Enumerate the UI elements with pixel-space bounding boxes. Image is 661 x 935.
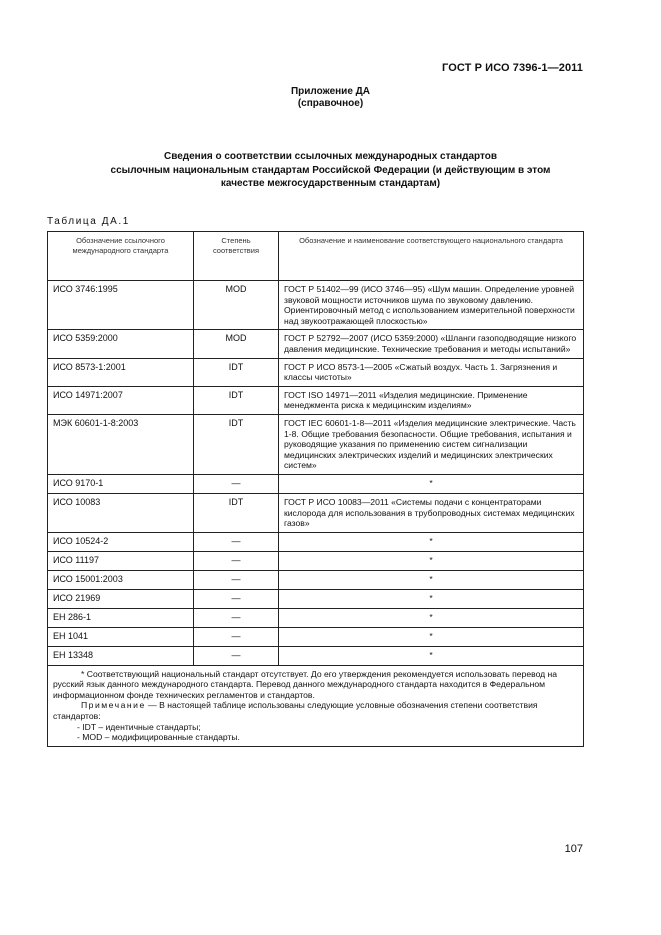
national-standard-cell: * [279, 608, 584, 627]
international-standard-cell: ЕН 286-1 [48, 608, 194, 627]
national-standard-cell: ГОСТ Р 52792—2007 (ИСО 5359:2000) «Шланги газоподводящие низкого давления медицинские. Технические требования и методы испытаний» [279, 330, 584, 358]
national-standard-cell: ГОСТ IEC 60601-1-8—2011 «Изделия медицинские электрические. Часть 1-8. Общие требования безопасности. Общие требования, испытания и руководящие указания по применению систем сигнализации медицинских электрических изделий и медицинских электрических систем» [279, 414, 584, 474]
column-header-degree: Степень соответствия [194, 232, 279, 281]
national-standard-cell: ГОСТ Р ИСО 10083—2011 «Системы подачи с концентраторами кислорода для использования в трубопроводных системах медицинских газов» [279, 493, 584, 532]
international-standard-cell: МЭК 60601-1-8:2003 [48, 414, 194, 474]
document-id: ГОСТ Р ИСО 7396-1—2011 [442, 62, 583, 74]
international-standard-cell: ЕН 1041 [48, 627, 194, 646]
table-footnote-row [48, 665, 584, 746]
footnote-note [53, 700, 578, 721]
degree-cell: IDT [194, 386, 279, 414]
heading-line: Сведения о соответствии ссылочных международных стандартов [163, 151, 498, 162]
international-standard-cell: ИСО 10083 [48, 493, 194, 532]
degree-cell: MOD [194, 330, 279, 358]
appendix-title: Приложение ДА [290, 86, 371, 97]
note-text: — В настоящей таблице использованы следующие условные обозначения степени соответствия стандартов: [53, 700, 538, 722]
table-row [48, 330, 584, 358]
international-standard-cell: ЕН 13348 [48, 646, 194, 665]
international-standard-cell: ИСО 9170-1 [48, 474, 194, 493]
national-standard-cell: * [279, 589, 584, 608]
table-row [48, 358, 584, 386]
appendix-block [0, 86, 661, 110]
international-standard-cell: ИСО 8573-1:2001 [48, 358, 194, 386]
international-standard-cell: ИСО 5359:2000 [48, 330, 194, 358]
heading-line: качестве межгосударственным стандартам) [220, 178, 441, 189]
table-row [48, 589, 584, 608]
degree-cell: IDT [194, 493, 279, 532]
degree-cell: — [194, 589, 279, 608]
table-row [48, 646, 584, 665]
international-standard-cell: ИСО 14971:2007 [48, 386, 194, 414]
degree-cell: IDT [194, 414, 279, 474]
degree-cell: — [194, 646, 279, 665]
section-heading [0, 150, 661, 191]
degree-cell: — [194, 551, 279, 570]
international-standard-cell: ИСО 15001:2003 [48, 570, 194, 589]
international-standard-cell: ИСО 3746:1995 [48, 281, 194, 330]
table-row [48, 281, 584, 330]
degree-cell: — [194, 570, 279, 589]
table-row [48, 627, 584, 646]
footnote-list-item: - IDT – идентичные стандарты; [77, 721, 201, 732]
national-standard-cell: * [279, 532, 584, 551]
international-standard-cell: ИСО 21969 [48, 589, 194, 608]
degree-cell: — [194, 474, 279, 493]
heading-line: ссылочным национальным стандартам Российской Федерации (и действующим в этом [110, 164, 551, 176]
degree-cell: MOD [194, 281, 279, 330]
international-standard-cell: ИСО 11197 [48, 551, 194, 570]
national-standard-cell: ГОСТ Р ИСО 8573-1—2005 «Сжатый воздух. Часть 1. Загрязнения и классы чистоты» [279, 358, 584, 386]
table-row [48, 493, 584, 532]
footnote-star: * Соответствующий национальный стандарт отсутствует. До его утверждения рекомендуется использовать перевод на русский язык данного международного стандарта. Перевод данного международного стандарта находится в Федеральном информационном фонде технических регламентов и стандартов. [53, 668, 558, 700]
national-standard-cell: * [279, 627, 584, 646]
table-row [48, 386, 584, 414]
international-standard-cell: ИСО 10524-2 [48, 532, 194, 551]
table-header-row [48, 232, 584, 281]
appendix-subtitle: (справочное) [297, 98, 364, 109]
table-row [48, 551, 584, 570]
table-row [48, 474, 584, 493]
national-standard-cell: ГОСТ Р 51402—99 (ИСО 3746—95) «Шум машин. Определение уровней звуковой мощности источников шума по звуковому давлению. Ориентировочный метод с использованием измерительной поверхности над звукоотражающей плоскостью» [279, 281, 584, 330]
national-standard-cell: * [279, 570, 584, 589]
footnote-list-item: - MOD – модифицированные стандарты. [77, 732, 240, 743]
column-header-national-standard: Обозначение и наименование соответствующего национального стандарта [279, 232, 584, 281]
table-row [48, 570, 584, 589]
column-header-international-standard: Обозначение ссылочного международного стандарта [48, 232, 194, 281]
national-standard-cell: ГОСТ ISO 14971—2011 «Изделия медицинские. Применение менеджмента риска к медицинским изделиям» [279, 386, 584, 414]
national-standard-cell: * [279, 474, 584, 493]
note-label: Примечание [81, 700, 146, 711]
table-caption: Таблица ДА.1 [47, 216, 130, 227]
national-standard-cell: * [279, 646, 584, 665]
national-standard-cell: * [279, 551, 584, 570]
page-number: 107 [564, 843, 583, 855]
table-footnote [48, 665, 584, 746]
table-row [48, 608, 584, 627]
table-row [48, 414, 584, 474]
degree-cell: IDT [194, 358, 279, 386]
table-row [48, 532, 584, 551]
correspondence-table [47, 231, 584, 747]
degree-cell: — [194, 532, 279, 551]
degree-cell: — [194, 608, 279, 627]
degree-cell: — [194, 627, 279, 646]
